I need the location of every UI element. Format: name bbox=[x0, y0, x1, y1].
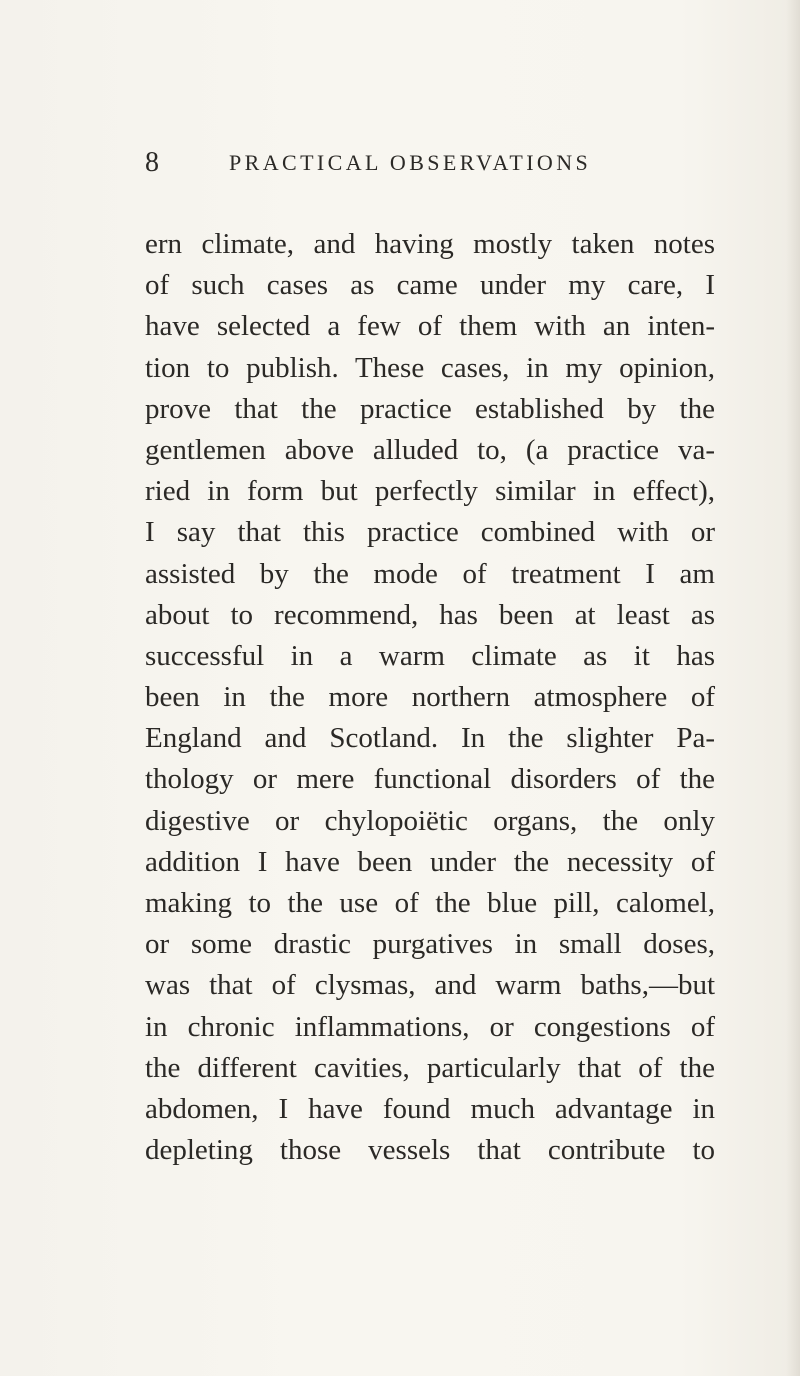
text-line: addition I have been under the necessity of bbox=[145, 845, 715, 878]
text-line: abdomen, I have found much advantage in bbox=[145, 1092, 715, 1125]
text-line: digestive or chylopoiëtic organs, the only bbox=[145, 804, 715, 837]
text-line: I say that this practice combined with or bbox=[145, 516, 715, 549]
page-edge-shadow bbox=[786, 0, 800, 1376]
body-text bbox=[145, 224, 715, 1171]
text-line: ried in form but perfectly similar in effect), bbox=[145, 475, 715, 508]
text-line: of such cases as came under my care, I bbox=[145, 269, 715, 302]
text-line: have selected a few of them with an inten- bbox=[145, 310, 715, 343]
text-line: making to the use of the blue pill, calomel, bbox=[145, 887, 715, 919]
page-header bbox=[145, 146, 685, 180]
text-line: been in the more northern atmosphere of bbox=[145, 681, 715, 714]
text-line: was that of clysmas, and warm baths,—but bbox=[145, 969, 715, 1002]
text-line: prove that the practice established by the bbox=[145, 392, 715, 425]
text-line: successful in a warm climate as it has bbox=[145, 639, 715, 672]
text-line: about to recommend, has been at least as bbox=[145, 598, 715, 631]
text-line: tion to publish. These cases, in my opinion, bbox=[145, 351, 715, 384]
text-line: gentlemen above alluded to, (a practice va- bbox=[145, 433, 715, 466]
running-head: PRACTICAL OBSERVATIONS bbox=[229, 150, 592, 175]
text-line: in chronic inflammations, or congestions of bbox=[145, 1010, 715, 1043]
page-number: 8 bbox=[145, 147, 159, 178]
text-line: thology or mere functional disorders of the bbox=[145, 763, 715, 796]
text-line: depleting those vessels that contribute to bbox=[145, 1134, 715, 1167]
text-line: or some drastic purgatives in small doses, bbox=[145, 928, 715, 961]
text-line: assisted by the mode of treatment I am bbox=[145, 557, 715, 590]
text-line: England and Scotland. In the slighter Pa- bbox=[145, 722, 715, 755]
text-line: the different cavities, particularly that of the bbox=[145, 1051, 715, 1084]
text-line: ern climate, and having mostly taken notes bbox=[145, 228, 715, 260]
